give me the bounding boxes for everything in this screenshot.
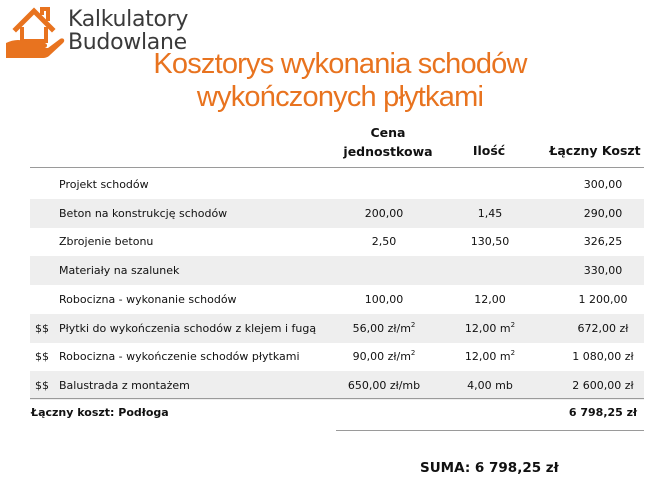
page-title [0, 48, 660, 114]
row-total-text: 2 600,00 zł [572, 378, 634, 392]
row-name-text: Balustrada z montażem [59, 378, 190, 392]
row-name-text: Zbrojenie betonu [59, 235, 154, 249]
row-total-text: 1 080,00 zł [572, 350, 634, 364]
row-name-text: Robocizna - wykonanie schodów [59, 292, 237, 306]
table-row [30, 256, 644, 285]
row-unit-price [334, 350, 434, 363]
row-name [59, 178, 149, 191]
row-total [548, 293, 658, 306]
row-unit-price-text: 2,50 [371, 235, 397, 249]
row-total-text: 672,00 zł [577, 321, 629, 335]
row-unit-price [334, 235, 434, 248]
row-unit-price [334, 322, 434, 335]
rows-divider [30, 398, 644, 399]
table-row [30, 371, 644, 400]
row-total-text: 300,00 [583, 178, 623, 191]
row-quantity-text: 1,45 [477, 206, 503, 220]
row-unit-price-text: 100,00 [364, 292, 404, 306]
row-unit-price-text: 56,00 zł/m [352, 321, 411, 335]
header-unit-price [338, 123, 438, 161]
table-row [30, 285, 644, 314]
row-name-text: Materiały na szalunek [59, 264, 180, 278]
header-quantity: Ilość [472, 143, 506, 158]
row-quantity [455, 379, 525, 392]
row-quantity-text: 4,00 mb [467, 378, 513, 392]
row-quantity [455, 293, 525, 306]
row-name [59, 235, 153, 248]
header-unit-price-line2: jednostkowa [343, 144, 433, 159]
row-unit-price-superscript: 2 [410, 320, 416, 329]
row-name [59, 350, 300, 363]
row-quantity-text: 12,00 m [464, 350, 511, 364]
row-unit-price-superscript: 2 [410, 349, 416, 358]
row-quantity [455, 350, 525, 363]
row-unit-price-text: 90,00 zł/m [352, 350, 411, 364]
page-title-line2: wykończonych płytkami [196, 81, 484, 113]
row-total [548, 379, 658, 392]
row-name-text: Płytki do wykończenia schodów z klejem i fugą [59, 321, 317, 335]
row-name [59, 322, 316, 335]
row-total [548, 264, 658, 277]
row-mark [35, 322, 49, 335]
row-quantity-text: 12,00 m [464, 321, 511, 335]
row-name [59, 379, 190, 392]
row-mark-text: $$ [35, 321, 49, 335]
row-total [548, 207, 658, 220]
row-unit-price [334, 207, 434, 220]
row-mark-text: $$ [35, 350, 49, 364]
summary-value: 6 798,25 zł [568, 406, 638, 419]
row-mark [35, 379, 49, 392]
summary-divider [336, 430, 644, 431]
row-name-text: Projekt schodów [59, 178, 149, 191]
table-row [30, 170, 644, 199]
row-quantity-text: 12,00 [474, 292, 506, 306]
row-total [548, 235, 658, 248]
row-name-text: Robocizna - wykończenie schodów płytkami [59, 350, 300, 364]
row-total [548, 178, 658, 191]
row-total [548, 350, 658, 363]
row-quantity [455, 322, 525, 335]
row-total-text: 330,00 [583, 264, 623, 278]
row-name [59, 264, 179, 277]
row-unit-price [334, 379, 434, 392]
row-total-text: 1 200,00 [578, 292, 628, 306]
row-mark [35, 350, 49, 363]
table-row [30, 199, 644, 228]
table-row [30, 314, 644, 343]
row-quantity-text: 130,50 [470, 235, 510, 249]
table-row [30, 342, 644, 371]
row-quantity-superscript: 2 [510, 320, 516, 329]
row-quantity [455, 207, 525, 220]
row-name [59, 293, 237, 306]
brand-name-line1: Kalkulatory [68, 7, 189, 32]
row-total [548, 322, 658, 335]
header-divider [30, 167, 644, 168]
row-quantity [455, 235, 525, 248]
grand-total: SUMA: 6 798,25 zł [420, 460, 559, 476]
header-unit-price-line1: Cena [370, 125, 406, 140]
row-total-text: 326,25 [583, 235, 623, 249]
row-unit-price-text: 650,00 zł/mb [347, 378, 421, 392]
header-total-cost: Łączny Koszt [549, 143, 641, 158]
brand-name-line2: Budowlane [68, 30, 187, 55]
table-row [30, 227, 644, 256]
page-title-line1: Kosztorys wykonania schodów [153, 48, 527, 80]
row-name [59, 207, 227, 220]
row-total-text: 290,00 [583, 206, 623, 220]
summary-label: Łączny koszt: Podłoga [31, 406, 169, 419]
row-unit-price [334, 293, 434, 306]
row-mark-text: $$ [35, 378, 49, 392]
row-quantity-superscript: 2 [510, 349, 516, 358]
row-unit-price-text: 200,00 [364, 206, 404, 220]
row-name-text: Beton na konstrukcję schodów [59, 206, 228, 220]
